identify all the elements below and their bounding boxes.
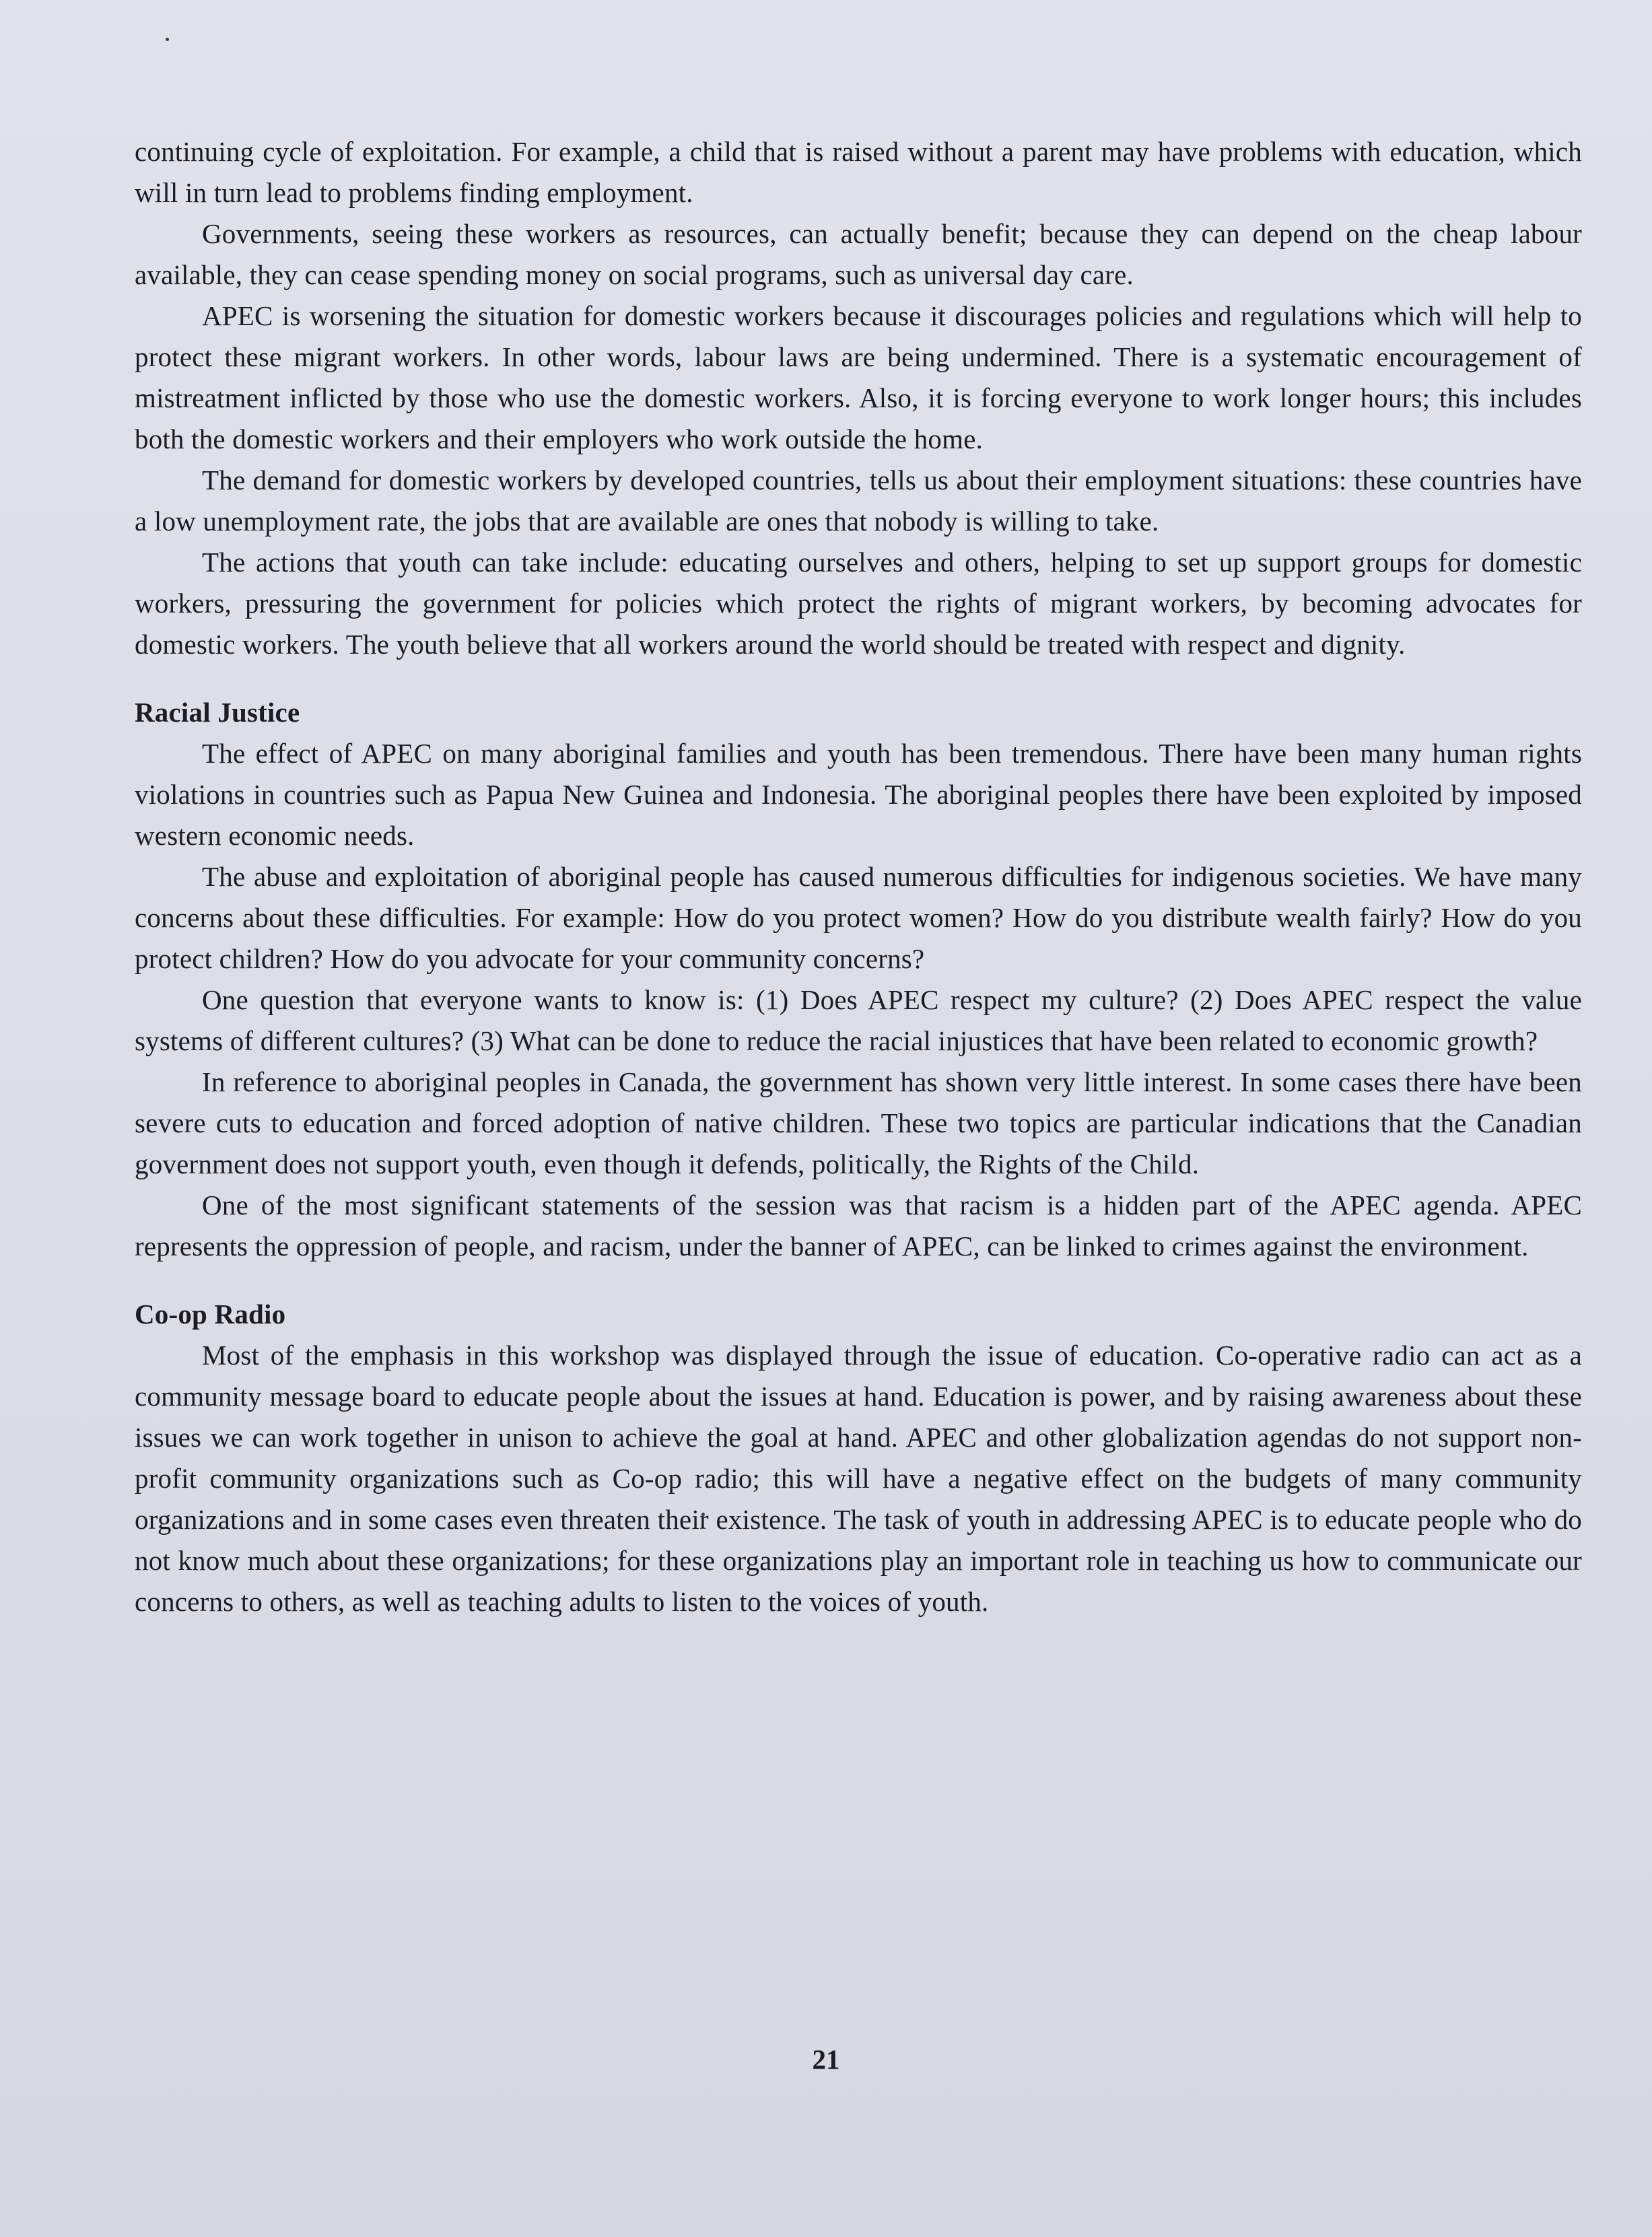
body-paragraph: One of the most significant statements of the session was that racism is a hidden part of the APEC agenda. APEC represents the oppression of people, and racism, under the banner of APEC, can be linked to crimes against the environment.: [135, 1190, 1582, 1262]
body-paragraph: The effect of APEC on many aboriginal families and youth has been tremendous. There have been many human rights violations in countries such as Papua New Guinea and Indonesia. The aboriginal peoples there have been exploited by imposed western economic needs.: [135, 738, 1582, 851]
body-paragraph: The demand for domestic workers by developed countries, tells us about their employment situations: these countries have a low unemployment rate, the jobs that are available are ones that nobody is willing to take.: [135, 464, 1582, 537]
body-paragraph: The actions that youth can take include: educating ourselves and others, helping to set up support groups for domestic workers, pressuring the government for policies which protect the rights of migrant workers, by becoming advocates for domestic workers. The youth believe that all workers around the world should be treated with respect and dignity.: [135, 547, 1582, 660]
body-paragraph: Most of the emphasis in this workshop was displayed through the issue of education. Co-operative radio can act as a community message board to educate people about the issues at hand. Education is power, and by raising awareness about these issues we can work together in unison to achieve the goal at hand. APEC and other globalization agendas do not support non-profit community organizations such as Co-op radio; this will have a negative effect on the budgets of many community organizations and in some cases even threaten their existence. The task of youth in addressing APEC is to educate people who do not know much about these organizations; for these organizations play an important role in teaching us how to communicate our concerns to others, as well as teaching adults to listen to the voices of youth.: [135, 1340, 1582, 1617]
body-paragraph: In reference to aboriginal peoples in Canada, the government has shown very little interest. In some cases there have been severe cuts to education and forced adoption of native children. These two topics are particular indications that the Canadian government does not support youth, even though it defends, politically, the Rights of the Child.: [135, 1066, 1582, 1179]
body-paragraph: Governments, seeing these workers as resources, can actually benefit; because they can depend on the cheap labour available, they can cease spending money on social programs, such as universal day care.: [135, 218, 1582, 290]
body-paragraph: The abuse and exploitation of aboriginal people has caused numerous difficulties for indigenous societies. We have many concerns about these difficulties. For example: How do you protect women? How do you distribute wealth fairly? How do you protect children? How do you advocate for your community concerns?: [135, 861, 1582, 974]
body-paragraph: One question that everyone wants to know is: (1) Does APEC respect my culture? (2) Does APEC respect the value systems of different cultures? (3) What can be done to reduce the racial injustices that have been related to economic growth?: [135, 984, 1582, 1056]
page-number: 21: [812, 2044, 840, 2075]
scan-speck: [166, 38, 169, 41]
body-paragraph: continuing cycle of exploitation. For example, a child that is raised without a parent may have problems with education, which will in turn lead to problems finding employment.: [135, 136, 1582, 208]
section-heading-coop-radio: Co-op Radio: [135, 1299, 286, 1330]
section-heading-racial-justice: Racial Justice: [135, 697, 300, 728]
page-body: [135, 131, 1582, 1622]
body-paragraph: APEC is worsening the situation for domestic workers because it discourages policies and regulations which will help to protect these migrant workers. In other words, labour laws are being undermined. There is a systematic encouragement of mistreatment inflicted by those who use the domestic workers. Also, it is forcing everyone to work longer hours; this includes both the domestic workers and their employers who work outside the home.: [135, 300, 1582, 454]
